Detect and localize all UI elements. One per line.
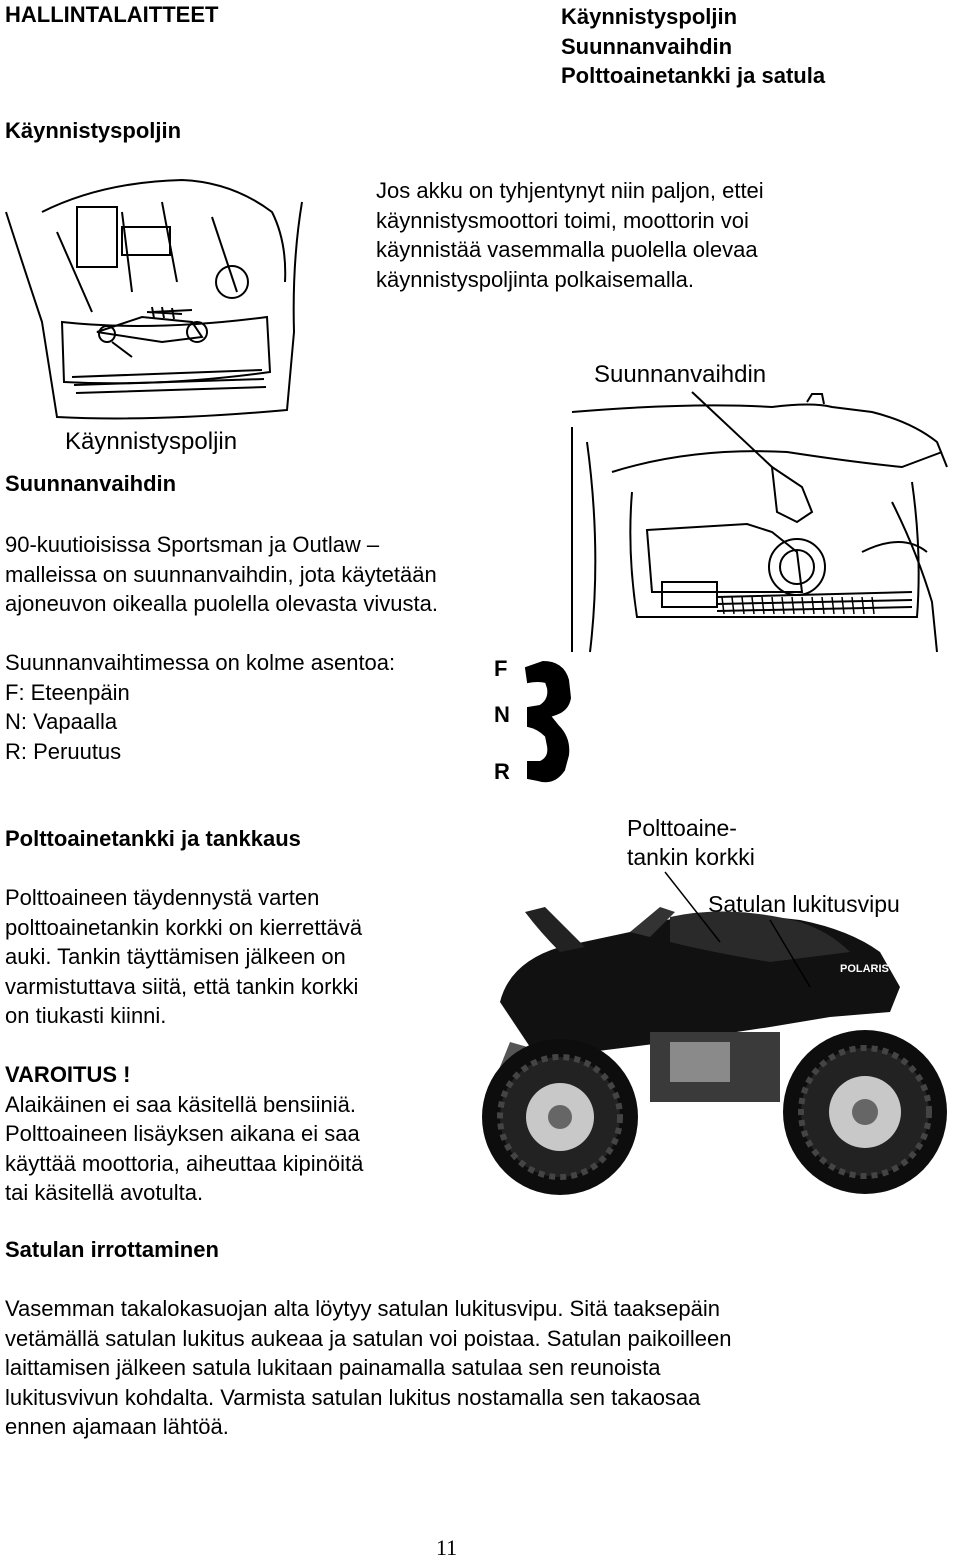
text-line: polttoainetankin korkki on kierrettävä bbox=[5, 914, 363, 940]
shift-paragraph bbox=[5, 530, 438, 619]
text-line: Vasemman takalokasuojan alta löytyy satulan lukitusvipu. Sitä taaksepäin bbox=[5, 1296, 720, 1321]
brand-decal: POLARIS bbox=[840, 963, 889, 975]
text-line: N: Vapaalla bbox=[5, 709, 118, 734]
text-line: käynnistää vasemmalla puolella olevaa bbox=[376, 237, 758, 262]
atv-photo bbox=[470, 812, 948, 1200]
fuel-section-title: Polttoainetankki ja tankkaus bbox=[5, 826, 301, 851]
text-line: Jos akku on tyhjentynyt niin paljon, ettei bbox=[376, 178, 764, 203]
text-line: tai käsitellä avotulta. bbox=[5, 1180, 204, 1205]
text-line: Polttoaineen lisäyksen aikana ei saa bbox=[5, 1121, 360, 1146]
gate-slot-shape bbox=[526, 662, 570, 781]
section-heading: HALLINTALAITTEET bbox=[5, 2, 219, 27]
seat-section-title: Satulan irrottaminen bbox=[5, 1237, 219, 1262]
text-line: varmistuttava siitä, että tankin korkki bbox=[5, 973, 359, 999]
kick-section-title: Käynnistyspoljin bbox=[5, 118, 182, 143]
text-line: Polttoaineen täydennystä varten bbox=[5, 885, 320, 910]
gate-letter-r: R bbox=[494, 759, 510, 784]
text-line: Alaikäinen ei saa käsitellä bensiiniä. bbox=[5, 1091, 356, 1117]
figure-label-cap: Polttoaine- bbox=[627, 815, 737, 841]
page-number: 11 bbox=[436, 1535, 458, 1560]
warning-title: VAROITUS ! bbox=[5, 1062, 131, 1087]
figure-label-lock: Satulan lukitusvipu bbox=[708, 891, 900, 917]
gate-letter-f: F bbox=[494, 656, 508, 681]
text-line: vetämällä satulan lukitus aukeaa ja satulan voi poistaa. Satulan paikoilleen bbox=[5, 1325, 732, 1351]
text-line: auki. Tankin täyttämisen jälkeen on bbox=[5, 944, 346, 969]
shift-positions-list bbox=[5, 648, 395, 766]
text-line: laittamisen jälkeen satula lukitaan painamalla satulaa sen reunoista bbox=[5, 1355, 661, 1380]
text-line: malleissa on suunnanvaihdin, jota käytetään bbox=[5, 561, 437, 587]
figure-label-cap: tankin korkki bbox=[627, 844, 755, 870]
topic-item: Suunnanvaihdin bbox=[561, 33, 733, 59]
shift-gate-diagram bbox=[488, 650, 588, 805]
topic-list bbox=[561, 2, 825, 91]
shift-lever-figure bbox=[572, 352, 952, 657]
text-line: R: Peruutus bbox=[5, 738, 122, 764]
text-line: käynnistysmoottori toimi, moottorin voi bbox=[376, 207, 749, 233]
gate-letter-n: N bbox=[494, 702, 510, 727]
topic-item: Polttoainetankki ja satula bbox=[561, 63, 826, 88]
text-line: käynnistyspoljinta polkaisemalla. bbox=[376, 266, 694, 292]
text-line: 90-kuutioisissa Sportsman ja Outlaw – bbox=[5, 532, 380, 557]
text-line: Suunnanvaihtimessa on kolme asentoa: bbox=[5, 650, 396, 675]
text-line: ajoneuvon oikealla puolella olevasta vivusta. bbox=[5, 591, 438, 616]
kick-starter-figure bbox=[2, 172, 302, 462]
seat-paragraph bbox=[5, 1294, 731, 1442]
text-line: on tiukasti kiinni. bbox=[5, 1003, 167, 1028]
topic-item: Käynnistyspoljin bbox=[561, 4, 738, 29]
figure-label-kick: Käynnistyspoljin bbox=[65, 428, 238, 455]
text-line: ennen ajamaan lähtöä. bbox=[5, 1414, 229, 1439]
fuel-paragraph bbox=[5, 883, 362, 1031]
kick-paragraph bbox=[376, 176, 764, 294]
figure-label-shift: Suunnanvaihdin bbox=[594, 361, 767, 388]
warning-block bbox=[5, 1060, 363, 1208]
text-line: F: Eteenpäin bbox=[5, 679, 130, 705]
text-line: lukitusvivun kohdalta. Varmista satulan lukitus nostamalla sen takaosaa bbox=[5, 1384, 701, 1410]
shift-section-title: Suunnanvaihdin bbox=[5, 471, 177, 496]
text-line: käyttää moottoria, aiheuttaa kipinöitä bbox=[5, 1150, 364, 1176]
